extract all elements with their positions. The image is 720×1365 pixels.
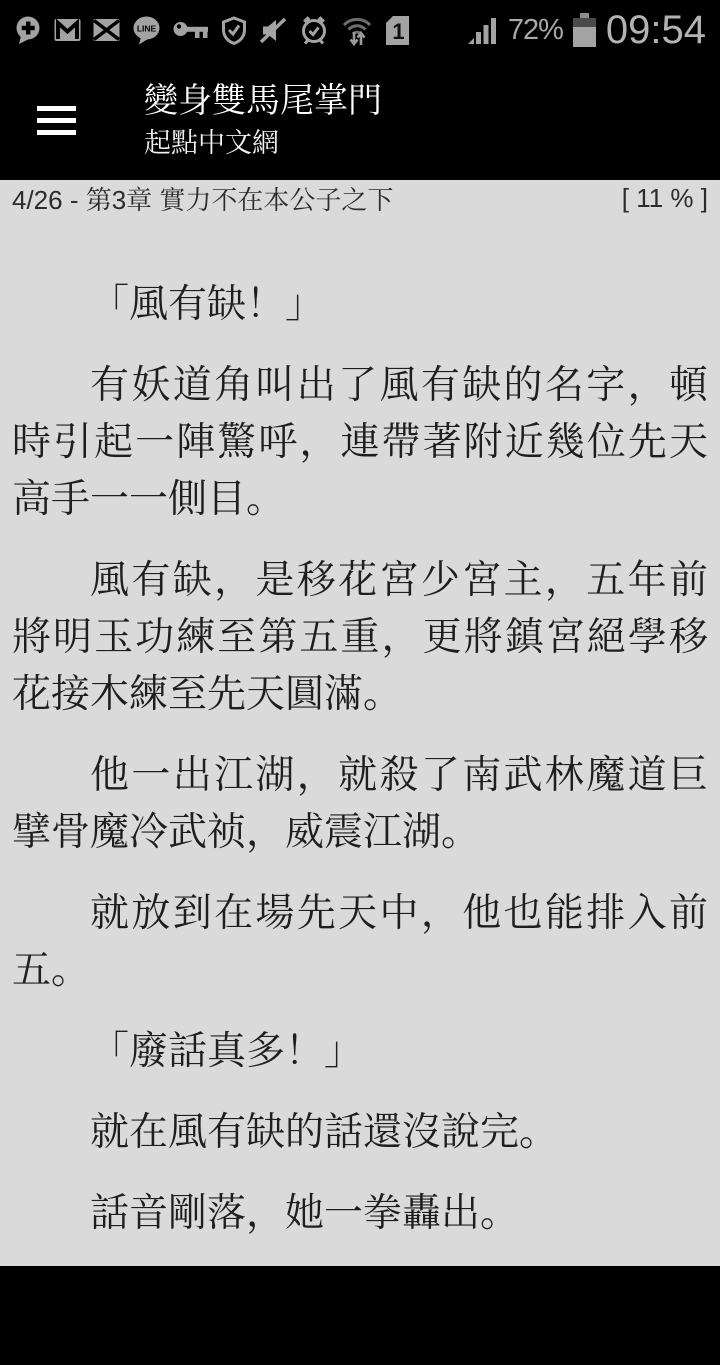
paragraph: 話音剛落，她一拳轟出。 xyxy=(90,1192,520,1235)
status-bar-right xyxy=(466,8,706,53)
plus-bubble-icon xyxy=(14,16,42,45)
reading-progress-row xyxy=(12,182,708,214)
volume-mute-icon xyxy=(259,17,287,44)
bottom-nav-bar xyxy=(0,1266,720,1365)
paragraph: 「風有缺！」 xyxy=(90,283,325,326)
app-bar xyxy=(0,60,720,180)
line-app-icon xyxy=(132,16,161,45)
paragraph: 就放到在場先天中，他也能排入前五。 xyxy=(12,892,708,992)
status-bar xyxy=(0,0,720,60)
chapter-progress-label: 4/26 - 第3章 實力不在本公子之下 xyxy=(12,184,394,215)
signal-strength-icon xyxy=(466,15,498,45)
chapter-paragraphs xyxy=(12,214,708,1242)
battery-icon xyxy=(573,13,596,47)
paragraph: 「廢話真多！」 xyxy=(90,1030,364,1073)
book-title: 變身雙馬尾掌門 xyxy=(144,81,382,120)
clock-time: 09:54 xyxy=(605,7,706,52)
alarm-icon xyxy=(299,15,329,45)
wifi-transfer-icon xyxy=(341,15,373,46)
sim-card-1-icon xyxy=(385,15,410,46)
app-bar-titles xyxy=(144,83,382,158)
book-source: 起點中文網 xyxy=(144,127,279,158)
shield-check-icon xyxy=(221,16,247,45)
svg-text:LINE: LINE xyxy=(136,23,157,33)
paragraph: 風有缺，是移花宮少宮主，五年前將明玉功練至第五重，更將鎮宮絕學移花接木練至先天圓滿。 xyxy=(12,559,708,716)
paragraph: 就在風有缺的話還沒說完。 xyxy=(90,1111,559,1154)
gmail-icon xyxy=(54,16,81,45)
hamburger-menu-icon[interactable] xyxy=(37,106,76,135)
battery-percent: 72% xyxy=(507,13,563,46)
paragraph: 有妖道角叫出了風有缺的名字，頓時引起一陣驚呼，連帶著附近幾位先天高手一一側目。 xyxy=(12,364,708,521)
email-icon xyxy=(93,16,120,45)
key-icon xyxy=(173,19,209,41)
reader-surface[interactable] xyxy=(0,180,720,1266)
percent-progress-label: [ 11 % ] xyxy=(621,182,708,213)
svg-text:1: 1 xyxy=(392,18,405,44)
paragraph: 他一出江湖，就殺了南武林魔道巨擘骨魔冷武祯，威震江湖。 xyxy=(12,754,708,854)
